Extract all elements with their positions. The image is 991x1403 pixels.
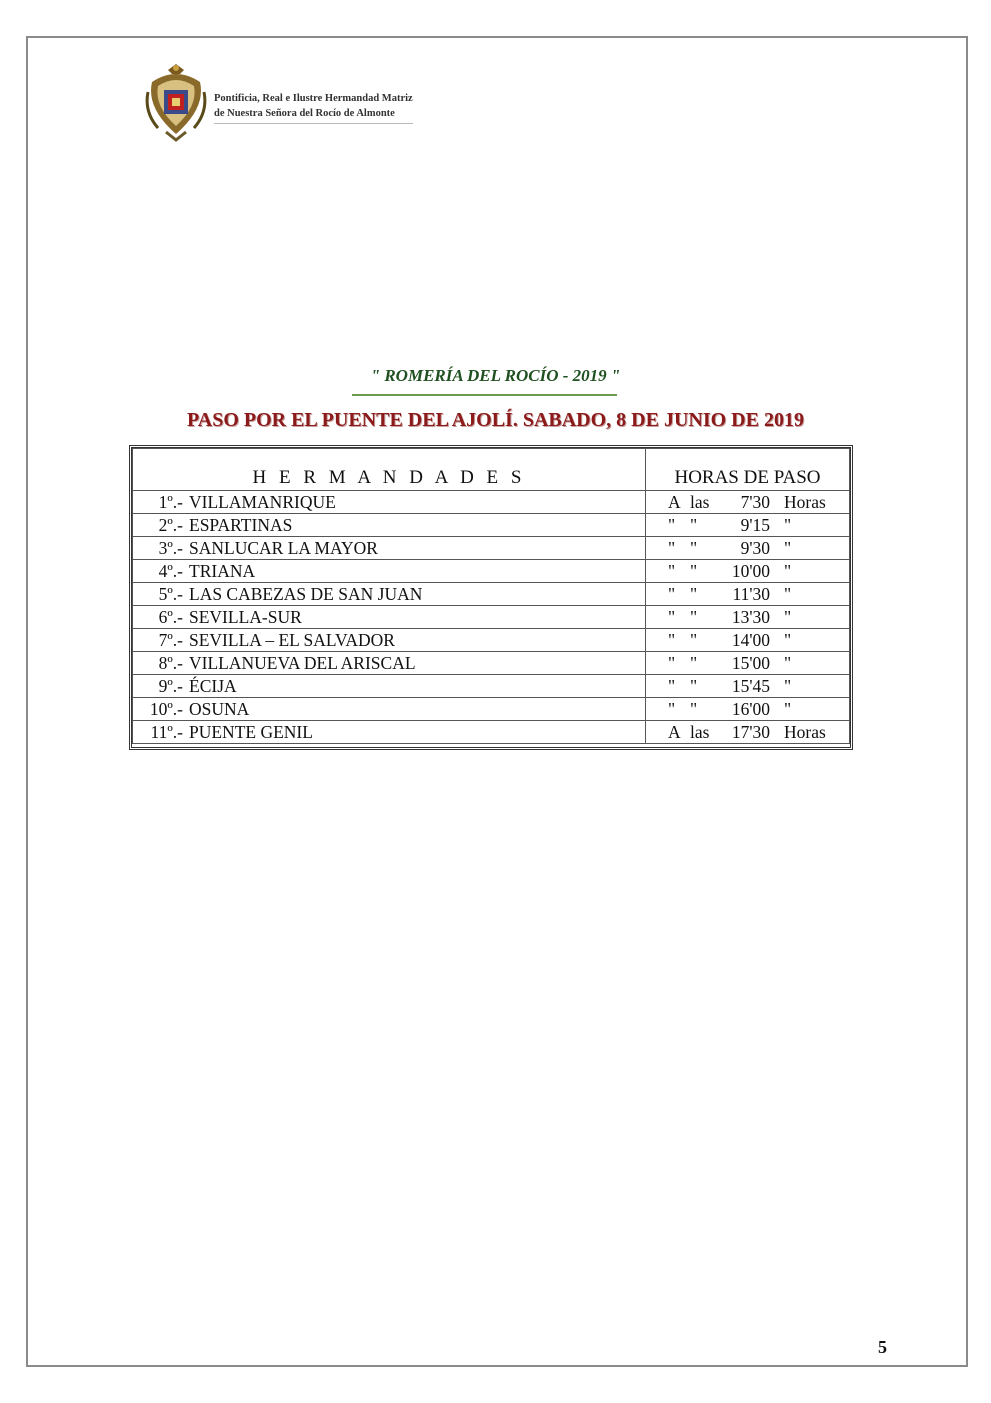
hora-time: 7'30 — [740, 492, 770, 512]
table-row — [133, 721, 850, 744]
row-number: 4º.- — [158, 561, 183, 581]
hermandad-name: TRIANA — [189, 561, 256, 581]
hermandad-cell — [133, 629, 646, 652]
hora-suffix: " — [784, 653, 792, 673]
brotherhood-crest-icon — [144, 62, 208, 142]
page-number: 5 — [878, 1337, 887, 1357]
hora-las: " — [690, 607, 698, 627]
organization-name — [214, 91, 413, 124]
hora-paso-cell — [646, 583, 850, 606]
table-row — [133, 560, 850, 583]
hermandad-name: SEVILLA – EL SALVADOR — [189, 630, 395, 650]
hora-prefix: " — [668, 676, 676, 696]
hora-paso-cell — [646, 491, 850, 514]
hora-time: 9'30 — [740, 538, 770, 558]
hora-suffix: " — [784, 515, 792, 535]
table-row — [133, 491, 850, 514]
hora-suffix: " — [784, 584, 792, 604]
hora-suffix: " — [784, 676, 792, 696]
table-row — [133, 652, 850, 675]
hermandad-cell — [133, 652, 646, 675]
hora-paso-cell — [646, 606, 850, 629]
hermandad-name: VILLANUEVA DEL ARISCAL — [189, 653, 416, 673]
table-row — [133, 606, 850, 629]
table-row — [133, 698, 850, 721]
hermandad-name: PUENTE GENIL — [189, 722, 313, 742]
hora-prefix: " — [668, 584, 676, 604]
hora-paso-cell — [646, 721, 850, 744]
hora-prefix: " — [668, 630, 676, 650]
row-number: 7º.- — [158, 630, 183, 650]
hora-suffix: " — [784, 538, 792, 558]
title-underline — [352, 394, 617, 396]
hora-suffix: " — [784, 561, 792, 581]
column-header-horas: HORAS DE PASO — [646, 449, 850, 491]
hora-las: las — [690, 722, 710, 742]
hora-time: 15'45 — [731, 676, 770, 696]
hora-paso-cell — [646, 514, 850, 537]
hermandad-cell — [133, 560, 646, 583]
row-number: 2º.- — [158, 515, 183, 535]
hora-las: las — [690, 492, 710, 512]
hora-suffix: Horas — [784, 722, 826, 742]
hora-prefix: " — [668, 538, 676, 558]
table-row — [133, 514, 850, 537]
hora-prefix: A — [668, 722, 681, 742]
hermandad-name: VILLAMANRIQUE — [189, 492, 336, 512]
org-line-2: de Nuestra Señora del Rocío de Almonte — [214, 106, 413, 124]
hermandad-cell — [133, 537, 646, 560]
hermandad-name: OSUNA — [189, 699, 250, 719]
hora-suffix: Horas — [784, 492, 826, 512]
hora-time: 15'00 — [731, 653, 770, 673]
hora-las: " — [690, 653, 698, 673]
row-number: 11º.- — [150, 722, 183, 742]
hora-prefix: " — [668, 561, 676, 581]
hora-prefix: " — [668, 515, 676, 535]
hora-paso-cell — [646, 698, 850, 721]
hora-time: 9'15 — [740, 515, 770, 535]
hermandad-cell — [133, 583, 646, 606]
hora-paso-cell — [646, 629, 850, 652]
hermandad-cell — [133, 698, 646, 721]
hermandad-name: ÉCIJA — [189, 676, 237, 696]
hora-las: " — [690, 584, 698, 604]
hermandad-cell — [133, 721, 646, 744]
row-number: 3º.- — [158, 538, 183, 558]
hora-time: 16'00 — [731, 699, 770, 719]
hora-prefix: A — [668, 492, 681, 512]
document-title: " ROMERÍA DEL ROCÍO - 2019 " — [370, 366, 621, 385]
hora-paso-cell — [646, 652, 850, 675]
hora-time: 17'30 — [731, 722, 770, 742]
table-header-row — [133, 449, 850, 491]
row-number: 10º.- — [149, 699, 183, 719]
hora-suffix: " — [784, 607, 792, 627]
hora-las: " — [690, 676, 698, 696]
document-subtitle: PASO POR EL PUENTE DEL AJOLÍ. SABADO, 8 DE JUNIO DE 2019 — [187, 409, 804, 431]
hora-las: " — [690, 561, 698, 581]
hora-paso-cell — [646, 675, 850, 698]
column-header-hermandades: H E R M A N D A D E S — [133, 449, 646, 491]
hora-suffix: " — [784, 630, 792, 650]
hora-paso-cell — [646, 560, 850, 583]
hora-prefix: " — [668, 607, 676, 627]
schedule-table — [129, 445, 853, 750]
hermandad-cell — [133, 675, 646, 698]
hora-prefix: " — [668, 699, 676, 719]
hora-time: 14'00 — [731, 630, 770, 650]
table-row — [133, 537, 850, 560]
row-number: 8º.- — [158, 653, 183, 673]
table-row — [133, 629, 850, 652]
hora-time: 10'00 — [731, 561, 770, 581]
hora-paso-cell — [646, 537, 850, 560]
hermandad-name: ESPARTINAS — [189, 515, 293, 535]
hora-las: " — [690, 630, 698, 650]
hora-time: 11'30 — [732, 584, 770, 604]
hermandad-name: LAS CABEZAS DE SAN JUAN — [189, 584, 423, 604]
table-row — [133, 675, 850, 698]
hermandad-cell — [133, 491, 646, 514]
row-number: 9º.- — [158, 676, 183, 696]
table-row — [133, 583, 850, 606]
hora-las: " — [690, 699, 698, 719]
hora-las: " — [690, 515, 698, 535]
row-number: 6º.- — [158, 607, 183, 627]
hermandad-name: SANLUCAR LA MAYOR — [189, 538, 378, 558]
hora-prefix: " — [668, 653, 676, 673]
org-line-1: Pontificia, Real e Ilustre Hermandad Matriz — [214, 93, 413, 104]
row-number: 1º.- — [158, 492, 183, 512]
hora-suffix: " — [784, 699, 792, 719]
hora-time: 13'30 — [731, 607, 770, 627]
hermandad-cell — [133, 606, 646, 629]
hermandad-cell — [133, 514, 646, 537]
row-number: 5º.- — [158, 584, 183, 604]
hermandad-name: SEVILLA-SUR — [189, 607, 302, 627]
hora-las: " — [690, 538, 698, 558]
